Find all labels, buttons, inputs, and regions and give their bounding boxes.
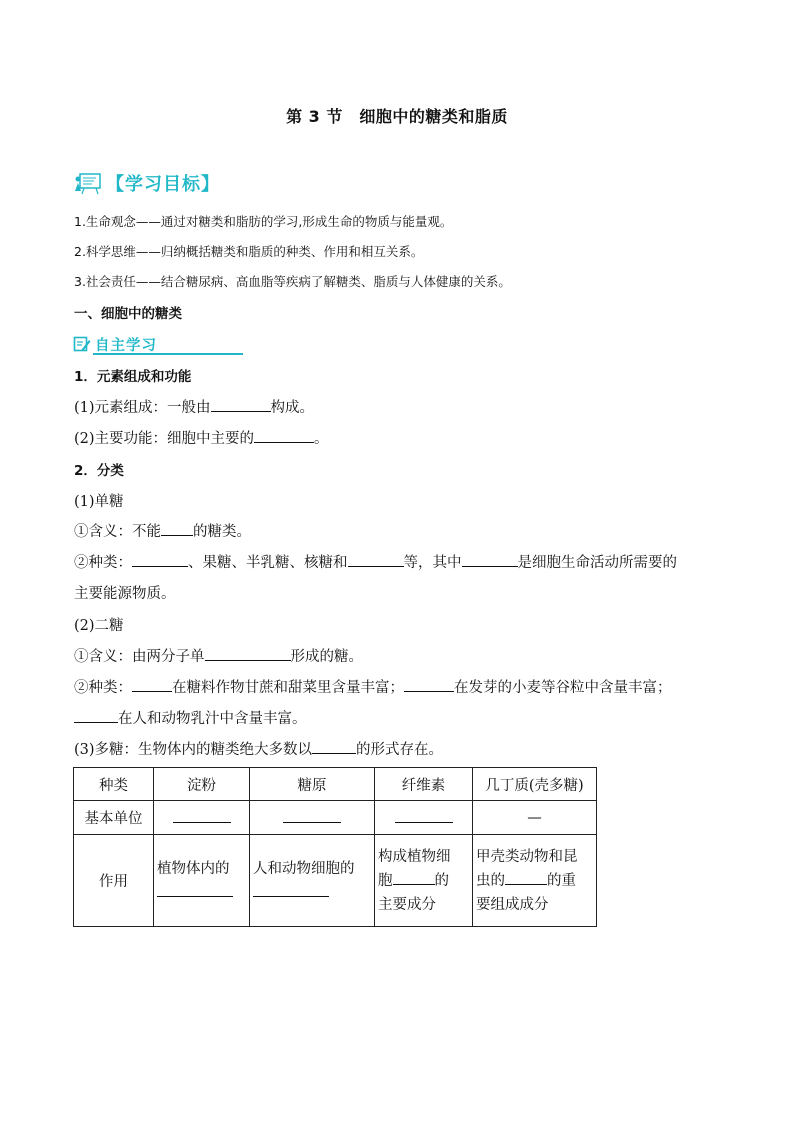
fill-blank[interactable] xyxy=(132,552,188,567)
fill-blank[interactable] xyxy=(312,739,356,754)
text-line xyxy=(74,707,307,728)
cell-line: 甲壳类动物和昆 xyxy=(476,848,578,865)
subheading-classification: 2．分类 xyxy=(74,463,124,479)
text-line xyxy=(74,738,443,759)
fill-blank[interactable] xyxy=(505,870,547,885)
cell-line: 人和动物细胞的 xyxy=(253,860,355,877)
table-cell xyxy=(375,835,473,927)
text-segment: 的 xyxy=(434,872,449,889)
cell-line xyxy=(476,869,593,893)
text-segment: 、果糖、半乳糖、核糖和 xyxy=(188,555,348,571)
whiteboard-icon xyxy=(74,171,102,195)
fill-blank[interactable] xyxy=(393,870,435,885)
fill-blank[interactable] xyxy=(161,521,193,536)
table-row xyxy=(74,835,597,927)
table-cell: — xyxy=(473,801,597,835)
objective-item: 2.科学思维——归纳概括糖类和脂质的种类、作用和相互关系。 xyxy=(74,244,424,259)
text-segment: ①含义：不能 xyxy=(74,524,161,540)
table-header-cell: 种类 xyxy=(74,768,154,801)
table-cell xyxy=(250,801,375,835)
text-segment: 胞 xyxy=(378,872,393,889)
text-segment: 等，其中 xyxy=(403,555,462,571)
table-cell xyxy=(473,835,597,927)
text-segment: (1)元素组成：一般由 xyxy=(74,400,211,416)
objective-item: 1.生命观念——通过对糖类和脂肪的学习,形成生命的物质与能量观。 xyxy=(74,214,453,229)
text-line: (1)单糖 xyxy=(74,494,124,510)
polysaccharide-table xyxy=(73,767,597,927)
cell-line: 植物体内的 xyxy=(157,860,230,877)
objectives-header xyxy=(74,168,220,198)
text-line: (2)二糖 xyxy=(74,618,124,634)
cell-line: 要组成成分 xyxy=(476,896,549,913)
cell-line xyxy=(253,881,371,905)
text-line xyxy=(74,676,672,697)
self-study-header xyxy=(73,333,157,355)
table-cell xyxy=(250,835,375,927)
table-cell xyxy=(375,801,473,835)
text-segment: 的重 xyxy=(547,872,576,889)
text-segment: 构成。 xyxy=(270,400,315,416)
fill-blank[interactable] xyxy=(173,808,231,823)
fill-blank[interactable] xyxy=(74,708,118,723)
section-heading: 一、细胞中的糖类 xyxy=(74,306,182,322)
fill-blank[interactable] xyxy=(157,882,233,897)
table-cell xyxy=(154,835,250,927)
text-segment: (3)多糖：生物体内的糖类绝大多数以 xyxy=(74,742,313,758)
fill-blank[interactable] xyxy=(462,552,518,567)
fill-blank[interactable] xyxy=(348,552,404,567)
table-header-cell: 淀粉 xyxy=(154,768,250,801)
text-line xyxy=(74,645,363,666)
text-segment: 的形式存在。 xyxy=(356,742,444,758)
text-line: 主要能源物质。 xyxy=(74,586,176,602)
text-segment: 是细胞生命活动所需要的 xyxy=(517,555,677,571)
text-segment: 的糖类。 xyxy=(193,524,251,540)
text-segment: 在糖料作物甘蔗和甜菜里含量丰富； xyxy=(172,680,404,696)
fill-blank[interactable] xyxy=(283,808,341,823)
cell-line: 主要成分 xyxy=(378,896,436,913)
table-row xyxy=(74,768,597,801)
subheading-elements: 1．元素组成和功能 xyxy=(74,369,192,385)
text-segment: 形成的糖。 xyxy=(290,649,363,665)
objectives-title: 【学习目标】 xyxy=(106,174,220,195)
table-row-label: 基本单位 xyxy=(74,801,154,835)
fill-blank[interactable] xyxy=(211,397,271,412)
self-study-title: 自主学习 xyxy=(95,337,157,354)
text-line xyxy=(74,551,677,572)
text-segment: ②种类： xyxy=(74,680,132,696)
text-segment: 在发芽的小麦等谷粒中含量丰富； xyxy=(454,680,672,696)
table-header-cell: 糖原 xyxy=(250,768,375,801)
table-header-cell: 几丁质(壳多糖) xyxy=(473,768,597,801)
text-line xyxy=(74,520,251,541)
table-cell xyxy=(154,801,250,835)
objective-item: 3.社会责任——结合糖尿病、高血脂等疾病了解糖类、脂质与人体健康的关系。 xyxy=(74,274,511,289)
edit-note-icon xyxy=(73,335,91,353)
table-row-label: 作用 xyxy=(74,835,154,927)
text-segment: 虫的 xyxy=(476,872,505,889)
page-title: 第 3 节 细胞中的糖类和脂质 xyxy=(286,107,508,126)
fill-blank[interactable] xyxy=(205,646,291,661)
fill-blank[interactable] xyxy=(254,428,314,443)
fill-blank[interactable] xyxy=(395,808,453,823)
table-row xyxy=(74,801,597,835)
text-segment: (2)主要功能：细胞中主要的 xyxy=(74,431,255,447)
fill-blank[interactable] xyxy=(253,882,329,897)
text-line xyxy=(74,427,329,448)
cell-line xyxy=(378,869,469,893)
cell-line xyxy=(157,881,246,905)
fill-blank[interactable] xyxy=(132,677,172,692)
self-study-underline xyxy=(93,353,243,355)
table-header-cell: 纤维素 xyxy=(375,768,473,801)
text-line xyxy=(74,396,314,417)
text-segment: 在人和动物乳汁中含量丰富。 xyxy=(118,711,307,727)
text-segment: ②种类： xyxy=(74,555,132,571)
text-segment: ①含义：由两分子单 xyxy=(74,649,205,665)
cell-line: 构成植物细 xyxy=(378,848,451,865)
fill-blank[interactable] xyxy=(404,677,454,692)
text-segment: 。 xyxy=(314,431,329,447)
